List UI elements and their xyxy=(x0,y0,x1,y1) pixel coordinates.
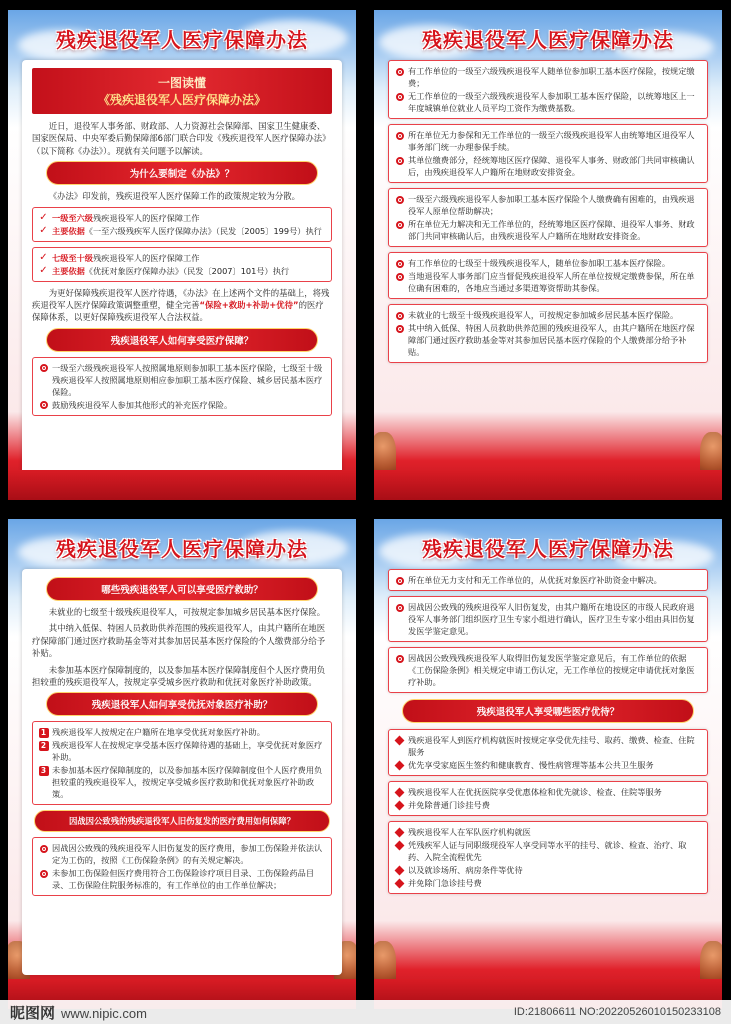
watermark-url[interactable]: www.nipic.com xyxy=(61,1005,147,1021)
bullet-icon xyxy=(394,130,405,141)
item-text: 《优抚对象医疗保障办法》（民发〔2007〕101号）执行 xyxy=(84,265,290,276)
item-text: 残疾退役军人的医疗保障工作 xyxy=(92,212,200,223)
text-span: 为更好保障残疾退役军人医疗待遇，《办法》在上述两个文件的基础上，将残疾退役军人医疗保障政策调整重塑，健全完善 xyxy=(32,287,330,311)
checkmark-icon: ✓ xyxy=(39,265,48,277)
question-text: 哪些残疾退役军人可以享受医疗救助？ xyxy=(101,585,263,596)
poster-title: 残疾退役军人医疗保障办法 xyxy=(56,537,308,561)
content-panel xyxy=(22,60,342,474)
highlight-text: 主要依据 xyxy=(52,225,85,236)
bullet-icon xyxy=(394,194,405,205)
watermark-logo: 昵图网 xyxy=(10,1003,56,1022)
info-box xyxy=(32,721,332,805)
list-item xyxy=(38,739,326,763)
question-text: 残疾退役军人享受哪些医疗优待？ xyxy=(476,707,620,718)
bullet-icon xyxy=(394,219,405,230)
item-text: 未参加基本医疗保障制度的，以及参加基本医疗保障制度但个人医疗费用负担较重的残疾退役军人，按规定享受城乡医疗救助和优抚对象医疗补助政策。 xyxy=(52,765,323,800)
banner xyxy=(32,68,332,114)
paragraph xyxy=(32,287,332,324)
bullet-icon xyxy=(394,66,405,77)
card-list xyxy=(388,60,708,474)
question-text: 残疾退役军人如何享受优抚对象医疗补助？ xyxy=(91,700,273,712)
watermark-site xyxy=(10,1002,147,1023)
item-text: 无工作单位的一级至六级残疾退役军人参加职工基本医疗保险，以统筹地区上一年度城镇单位就业人员平均工资作为缴费基数。 xyxy=(408,91,695,113)
list-item xyxy=(394,218,702,242)
bullet-icon xyxy=(394,258,405,269)
highlight-text: “保险+救助+补助+优待” xyxy=(199,300,299,311)
bullet-icon xyxy=(38,363,49,374)
diamond-icon xyxy=(394,840,405,851)
list-item xyxy=(38,842,326,866)
bullet-icon xyxy=(394,653,405,664)
list-item xyxy=(38,726,326,738)
item-text: 有工作单位的一级至六级残疾退役军人随单位参加职工基本医疗保险，按规定缴费； xyxy=(408,66,695,88)
watermark-id: ID:21806611 NO:20220526010150233108 xyxy=(513,1006,721,1018)
paragraph: 其中纳入低保、特困人员救助供养范围的残疾退役军人，由其户籍所在地医疗保障部门通过医疗救助基金等对其参加居民基本医疗保险的个人缴费部分给予补贴。 xyxy=(32,623,326,659)
item-text: 未参加工伤保险但医疗费用符合工伤保险诊疗项目目录、工伤保险药品目录、工伤保险住院服务标准的，有工作单位的由工作单位解决； xyxy=(52,868,315,891)
card-list xyxy=(388,569,708,975)
item-text: 并免除门急诊挂号费 xyxy=(408,878,482,888)
item-text: 所在单位无力解决和无工作单位的，经统筹地区医疗保障、退役军人事务、财政部门共同审核确认后，由残疾退役军人户籍所在地财政安排资金。 xyxy=(408,219,695,241)
item-text: 残疾退役军人的医疗保障工作 xyxy=(92,252,200,263)
bullet-icon xyxy=(394,155,405,166)
item-text: 鼓励残疾退役军人参加其他形式的补充医疗保险。 xyxy=(52,399,233,410)
bullet-icon xyxy=(394,575,405,586)
list-item xyxy=(394,734,702,758)
item-text: 残疾退役军人按规定在户籍所在地享受优抚对象医疗补助。 xyxy=(52,727,265,738)
info-card xyxy=(388,647,708,693)
item-text: 《一至六级残疾军人医疗保障办法》（民发〔2005〕199号）执行 xyxy=(84,225,322,236)
item-text: 一级至六级残疾退役军人参加职工基本医疗保险个人缴费确有困难的，由残疾退役军人原单位帮助解决； xyxy=(408,194,695,216)
list-item xyxy=(38,867,326,891)
list-item xyxy=(394,574,702,586)
list-item xyxy=(394,864,702,876)
number-badge xyxy=(38,727,49,738)
list-item xyxy=(394,826,702,838)
info-box xyxy=(32,837,332,896)
poster-3 xyxy=(8,519,356,1009)
section-heading xyxy=(46,161,318,185)
number-label: 1 xyxy=(39,728,49,738)
info-card xyxy=(388,252,708,299)
number-label: 2 xyxy=(39,741,49,751)
diamond-icon xyxy=(394,865,405,876)
item-text: 其单位缴费部分，经统筹地区医疗保障、退役军人事务、财政部门共同审核确认后，由残疾退役军人户籍所在地财政安排资金。 xyxy=(408,155,695,177)
info-card xyxy=(388,569,708,591)
item-text: 其中纳入低保、特困人员救助供养范围的残疾退役军人，由其户籍所在地医疗保障部门通过医疗救助基金等对其参加居民基本医疗保险的个人缴费部分给予补贴。 xyxy=(408,323,695,357)
list-item xyxy=(394,877,702,889)
diamond-icon xyxy=(394,787,405,798)
watermark-bar xyxy=(0,1000,731,1024)
red-footer xyxy=(8,470,356,500)
list-item xyxy=(394,759,702,771)
section-heading xyxy=(46,692,318,716)
info-card xyxy=(388,60,708,119)
red-footer xyxy=(374,470,722,500)
bullet-icon xyxy=(394,602,405,613)
list-item xyxy=(394,257,702,269)
poster-1 xyxy=(8,10,356,500)
item-text: 残疾退役军人在军队医疗机构就医 xyxy=(408,827,531,837)
info-card xyxy=(388,781,708,816)
item-text: 残疾退役军人在优抚医院享受优惠体检和优先就诊、检查、住院等服务 xyxy=(408,787,662,797)
item-text: 优先享受家庭医生签约和健康教育、慢性病管理等基本公共卫生服务 xyxy=(408,760,654,770)
item-text: 因战因公致残残疾退役军人取得旧伤复发医学鉴定意见后，有工作单位的依据《工伤保险条例》相关规定申请工伤认定，无工作单位的按规定申请优抚对象医疗补助。 xyxy=(408,653,695,687)
number-badge xyxy=(38,765,49,776)
diamond-icon xyxy=(394,800,405,811)
poster-title: 残疾退役军人医疗保障办法 xyxy=(422,537,674,561)
paragraph: 未就业的七级至十级残疾退役军人，可按规定参加城乡居民基本医疗保险。 xyxy=(48,607,326,617)
poster-2 xyxy=(374,10,722,500)
poster-4 xyxy=(374,519,722,1009)
banner-line-1: 一图读懂 xyxy=(157,76,206,90)
poster-title: 残疾退役军人医疗保障办法 xyxy=(56,28,308,52)
info-box xyxy=(32,357,332,416)
list-item xyxy=(38,212,326,224)
item-text: 所在单位无力支付和无工作单位的，从优抚对象医疗补助资金中解决。 xyxy=(408,575,662,585)
info-card xyxy=(388,124,708,183)
paragraph: 《办法》印发前，残疾退役军人医疗保障工作的政策规定较为分散。 xyxy=(48,191,301,202)
info-card xyxy=(388,188,708,247)
section-heading xyxy=(46,328,318,352)
list-item xyxy=(394,786,702,798)
question-text: 残疾退役军人如何享受医疗保障？ xyxy=(110,335,254,347)
bullet-icon xyxy=(38,843,49,854)
checkmark-icon: ✓ xyxy=(39,252,48,264)
bullet-icon xyxy=(38,868,49,879)
item-text: 残疾退役军人在按规定享受基本医疗保障待遇的基础上，享受优抚对象医疗补助。 xyxy=(52,740,323,763)
list-item xyxy=(394,601,702,637)
poster-title: 残疾退役军人医疗保障办法 xyxy=(422,28,674,52)
question-text: 为什么要制定《办法》？ xyxy=(129,169,235,181)
checkmark-icon: ✓ xyxy=(39,212,48,224)
highlight-text: 主要依据 xyxy=(52,265,85,276)
item-text: 凭残疾军人证与同职级现役军人享受同等水平的挂号、就诊、检查、治疗、取药、入院全流程优先 xyxy=(408,840,687,862)
intro-paragraph: 近日，退役军人事务部、财政部、人力资源社会保障部、国家卫生健康委、国家医保局、中央军委后勤保障部6部门联合印发《残疾退役军人医疗保障办法》（以下简称《办法》）。现就有关问题予以解读。 xyxy=(32,121,331,156)
list-item xyxy=(38,362,326,398)
info-card xyxy=(388,596,708,642)
bullet-icon xyxy=(394,271,405,282)
item-text: 所在单位无力参保和无工作单位的一级至六级残疾退役军人由统筹地区退役军人事务部门统一办理参保手续。 xyxy=(408,130,695,152)
paragraph: 未参加基本医疗保障制度的，以及参加基本医疗保障制度但个人医疗费用负担较重的残疾退役军人，按规定享受城乡医疗救助和优抚对象医疗补助政策。 xyxy=(32,664,326,688)
bullet-icon xyxy=(394,323,405,334)
question-text: 因战因公致残的残疾退役军人旧伤复发的医疗费用如何保障？ xyxy=(68,816,296,827)
info-card xyxy=(388,821,708,894)
info-card xyxy=(388,729,708,776)
item-text: 当地退役军人事务部门应当督促残疾退役军人所在单位按规定缴费参保，所在单位确有困难的，各地应当通过多渠道筹资帮助其参保。 xyxy=(408,271,695,293)
bullet-icon xyxy=(394,91,405,102)
list-item xyxy=(394,839,702,863)
bullet-icon xyxy=(38,400,49,411)
list-item xyxy=(394,193,702,217)
item-text: 因战因公致残的残疾退役军人旧伤复发的医疗费用，参加工伤保险并依法认定为工伤的，按照《工伤保险条例》的有关规定解决。 xyxy=(52,843,323,866)
section-heading xyxy=(34,810,330,832)
list-item xyxy=(394,129,702,153)
diamond-icon xyxy=(394,878,405,889)
list-item xyxy=(38,225,326,237)
item-text: 未就业的七级至十级残疾退役军人，可按规定参加城乡居民基本医疗保险。 xyxy=(408,310,679,320)
item-text: 因战因公致残的残疾退役军人旧伤复发，由其户籍所在地设区的市级人民政府退役军人事务部门组织医疗卫生专家小组进行确认，医疗卫生专家小组由具旧伤复发医学鉴定意见。 xyxy=(408,602,695,636)
list-item xyxy=(38,265,326,277)
list-item xyxy=(394,154,702,178)
banner-line-2: 《残疾退役军人医疗保障办法》 xyxy=(97,93,266,107)
list-item xyxy=(394,90,702,114)
diamond-icon xyxy=(394,735,405,746)
list-item xyxy=(38,764,326,800)
item-text: 有工作单位的七级至十级残疾退役军人，随单位参加职工基本医疗保险。 xyxy=(408,258,671,268)
content-panel xyxy=(22,569,342,975)
diamond-icon xyxy=(394,827,405,838)
text-span: 的医疗保障体系，以更好保障残疾退役军人合法权益。 xyxy=(32,300,324,323)
section-heading xyxy=(402,699,694,723)
checkmark-icon: ✓ xyxy=(39,225,48,237)
item-text: 并免除普通门诊挂号费 xyxy=(408,800,490,810)
list-item xyxy=(394,322,702,358)
item-text: 残疾退役军人到医疗机构就医时按规定享受优先挂号、取药、缴费、检查、住院服务 xyxy=(408,735,695,757)
info-box xyxy=(32,207,332,242)
diamond-icon xyxy=(394,760,405,771)
list-item xyxy=(394,309,702,321)
list-item xyxy=(394,270,702,294)
highlight-text: 一级至六级 xyxy=(52,212,93,223)
number-badge xyxy=(38,740,49,751)
info-box xyxy=(32,247,332,282)
list-item xyxy=(38,252,326,264)
number-label: 3 xyxy=(39,766,49,776)
info-card xyxy=(388,304,708,363)
bullet-icon xyxy=(394,310,405,321)
list-item xyxy=(38,399,326,411)
list-item xyxy=(394,652,702,688)
list-item xyxy=(394,799,702,811)
section-heading xyxy=(46,577,318,601)
item-text: 一级至六级残疾退役军人按照属地原则参加职工基本医疗保险，七级至十级残疾退役军人按照属地原则相应参加职工基本医疗保险、城乡居民基本医疗保险。 xyxy=(52,362,323,397)
item-text: 以及就诊场所、病房条件等优待 xyxy=(408,865,523,875)
list-item xyxy=(394,65,702,89)
highlight-text: 七级至十级 xyxy=(52,252,93,263)
